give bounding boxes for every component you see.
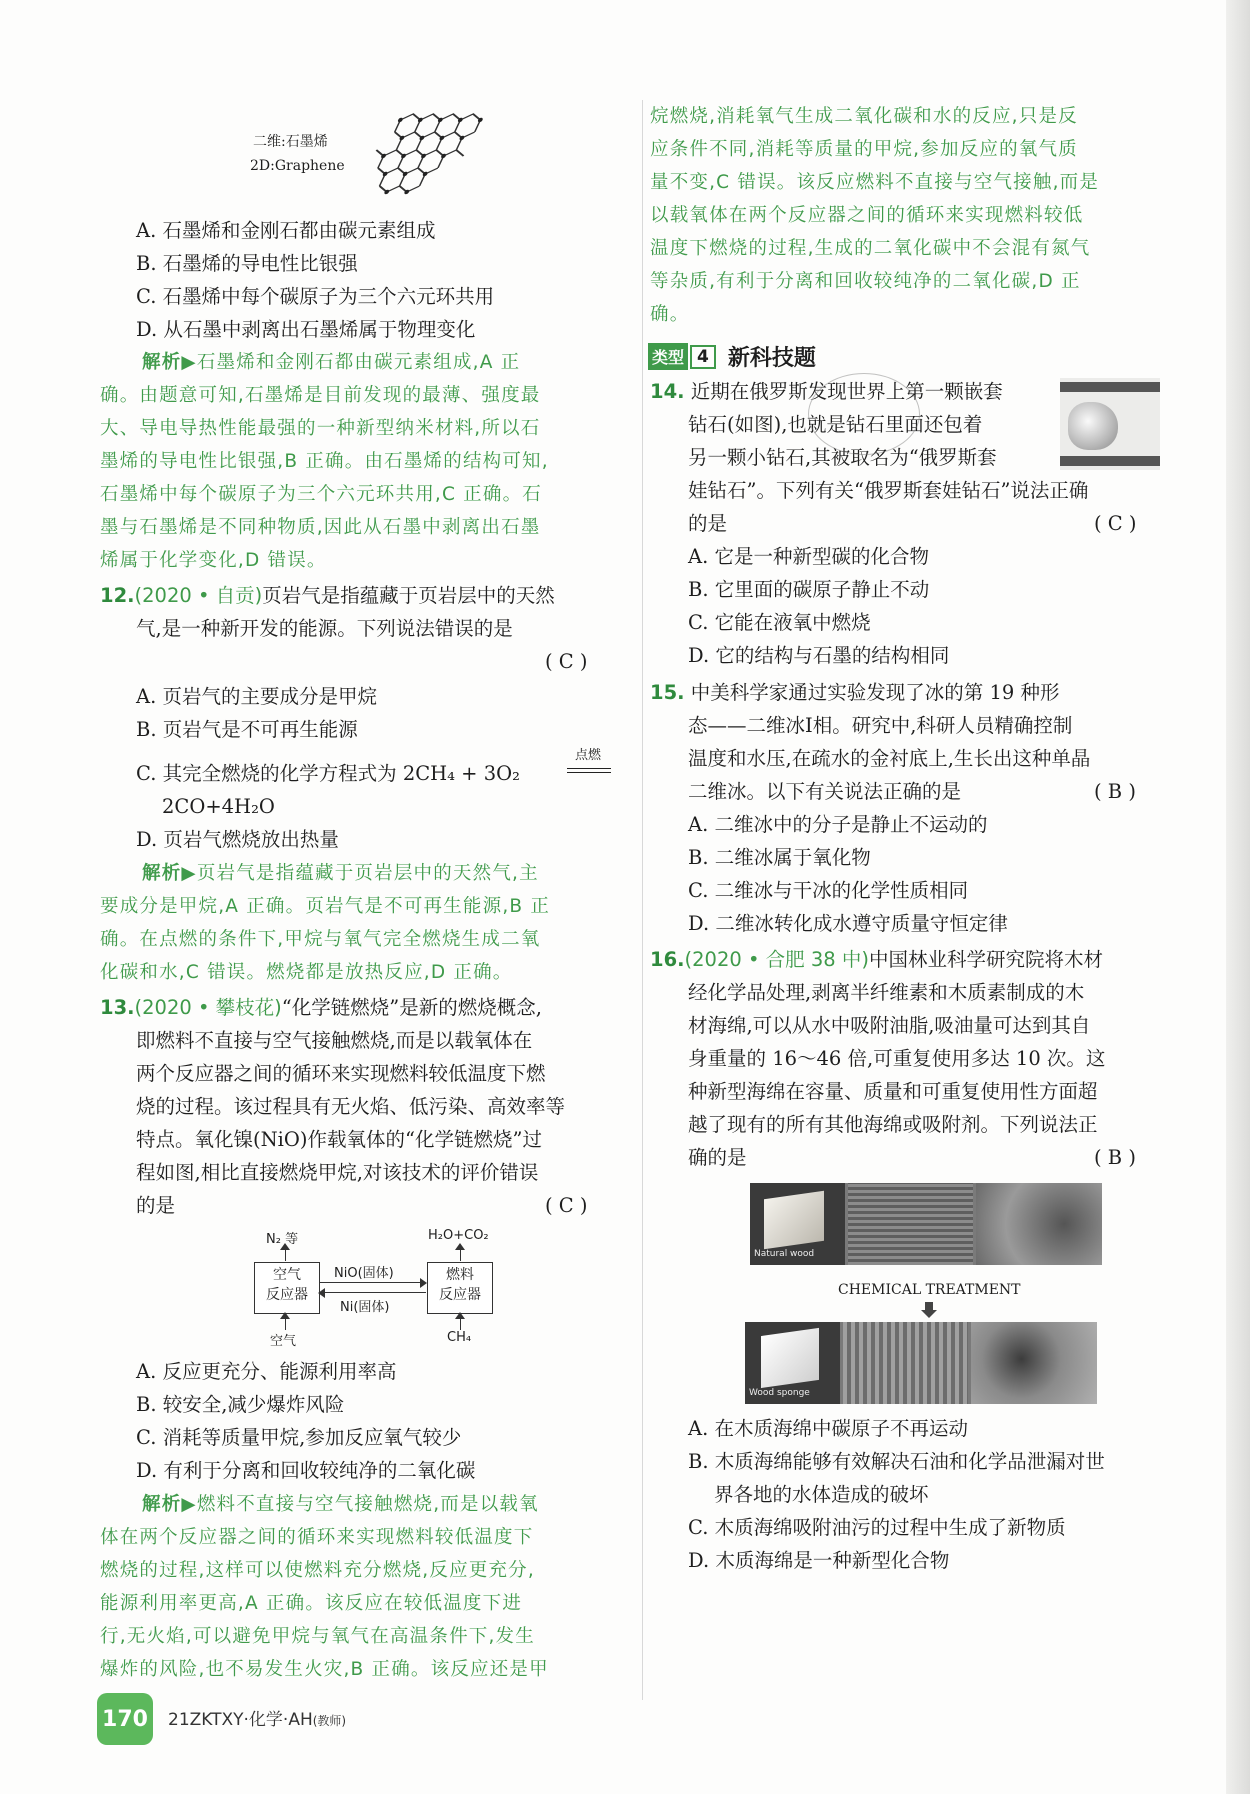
- library-stamp: [808, 373, 920, 455]
- q14-stem-line-3: 另一颗小钻石,其被取名为“俄罗斯套: [688, 446, 997, 469]
- q11-explain-label: 解析▶: [142, 352, 197, 373]
- air-reactor-box: [254, 1262, 320, 1314]
- natural-wood-micrograph-1: [848, 1183, 973, 1265]
- wood-sponge-label: Wood sponge: [749, 1388, 810, 1398]
- diagram-top-right: H₂O+CO₂: [428, 1228, 489, 1243]
- diagram-top-left: N₂ 等: [266, 1232, 299, 1247]
- arrowhead-up-right: [455, 1243, 465, 1250]
- q11-explain-line-3: 大、导电导热性能最强的一种新型纳米材料,所以石: [100, 418, 541, 439]
- q15-stem-line-3: 温度和水压,在疏水的金衬底上,生长出这种单晶: [688, 747, 1091, 770]
- treatment-arrowhead: [921, 1310, 937, 1318]
- q13-stem-line-3: 两个反应器之间的循环来实现燃料较低温度下燃: [136, 1062, 546, 1085]
- chemical-treatment-caption: CHEMICAL TREATMENT: [838, 1282, 1021, 1298]
- q16-option-b-cont: 界各地的水体造成的破坏: [714, 1483, 929, 1506]
- q12-explain-label: 解析▶: [142, 863, 197, 884]
- q16-option-d: D. 木质海绵是一种新型化合物: [688, 1549, 950, 1572]
- wood-sponge-block-bg: [745, 1322, 840, 1404]
- q12-option-a: A. 页岩气的主要成分是甲烷: [136, 685, 377, 708]
- diagram-bottom-left: 空气: [270, 1334, 297, 1349]
- q12-option-c-products: 2CO+4H₂O: [162, 795, 275, 818]
- q14-stem-line-4: 娃钻石”。下列有关“俄罗斯套娃钻石”说法正确: [688, 479, 1089, 502]
- graphene-label-cn: 二维:石墨烯: [253, 134, 328, 150]
- q16-stem-line-6: 越了现有的所有其他海绵或吸附剂。下列说法正: [688, 1113, 1098, 1136]
- q13-explain-line-2: 体在两个反应器之间的循环来实现燃料较低温度下: [100, 1527, 534, 1548]
- q15-stem-line-2: 态——二维冰Ⅰ相。研究中,科研人员精确控制: [688, 714, 1073, 737]
- q16-option-c: C. 木质海绵吸附油污的过程中生成了新物质: [688, 1516, 1066, 1539]
- arrowhead-in-right: [455, 1312, 465, 1319]
- q15-stem-line-1: 15. 中美科学家通过实验发现了冰的第 19 种形: [650, 681, 1060, 704]
- q13-option-a: A. 反应更充分、能源利用率高: [136, 1360, 397, 1383]
- section-type-tag: 类型: [648, 343, 688, 370]
- q12-explain-line-2: 要成分是甲烷,A 正确。页岩气是不可再生能源,B 正: [100, 896, 551, 917]
- q16-source: (2020 • 合肥 38 中): [684, 948, 869, 971]
- q14-option-d: D. 它的结构与石墨的结构相同: [688, 644, 950, 667]
- natural-wood-block-bg: [750, 1183, 845, 1265]
- q14-option-c: C. 它能在液氧中燃烧: [688, 611, 871, 634]
- wood-sponge-micrograph-2: [971, 1322, 1097, 1404]
- q13-explain-cont-line-5: 温度下燃烧的过程,生成的二氧化碳中不会混有氮气: [650, 238, 1091, 259]
- q15-option-b: B. 二维冰属于氧化物: [688, 846, 871, 869]
- q13-stem-line-2: 即燃料不直接与空气接触燃烧,而是以载氧体在: [136, 1029, 533, 1052]
- q12-explain-line-1: 解析▶页岩气是指蕴藏于页岩层中的天然气,主: [142, 863, 539, 884]
- page-number: 170: [97, 1693, 153, 1745]
- q13-answer: ( C ): [545, 1194, 588, 1217]
- q13-explain-cont-line-3: 量不变,C 错误。该反应燃料不直接与空气接触,而是: [650, 172, 1100, 193]
- q14-stem-line-1: 14. 近期在俄罗斯发现世界上第一颗嵌套: [650, 380, 1003, 403]
- q16-number: 16.: [650, 948, 685, 971]
- q16-stem-line-1: 16.(2020 • 合肥 38 中)中国林业科学研究院将木材: [650, 948, 1104, 971]
- arrowhead-up-left: [280, 1243, 290, 1250]
- q15-option-d: D. 二维冰转化成水遵守质量守恒定律: [688, 912, 1008, 935]
- q11-option-a: A. 石墨烯和金刚石都由碳元素组成: [136, 219, 436, 242]
- arrowhead-left: [318, 1288, 325, 1298]
- q13-explain-cont-line-1: 烷燃烧,消耗氧气生成二氧化碳和水的反应,只是反: [650, 106, 1078, 127]
- tweezer-top: [1060, 382, 1160, 392]
- section-number: 4: [690, 345, 716, 369]
- q14-option-b: B. 它里面的碳原子静止不动: [688, 578, 930, 601]
- graphene-lattice-figure: [355, 110, 495, 202]
- q12-stem-line-1: 12.(2020 • 自贡)页岩气是指蕴藏于页岩层中的天然: [100, 584, 555, 607]
- wood-sponge-block: [761, 1328, 819, 1388]
- q13-stem-line-7: 的是: [136, 1194, 176, 1217]
- q11-explain-line-4: 墨烯的导电性比银强,B 正确。由石墨烯的结构可知,: [100, 451, 549, 472]
- fuel-reactor-label-2: 反应器: [439, 1287, 481, 1303]
- q11-option-c: C. 石墨烯中每个碳原子为三个六元环共用: [136, 285, 495, 308]
- q13-explain-line-3: 燃烧的过程,这样可以使燃料充分燃烧,反应更充分,: [100, 1560, 535, 1581]
- arrowhead-in-left: [280, 1312, 290, 1319]
- q16-option-b: B. 木质海绵能够有效解决石油和化学品泄漏对世: [688, 1450, 1105, 1473]
- footer-code: [168, 1705, 346, 1730]
- air-reactor-label-1: 空气: [273, 1267, 301, 1283]
- page-edge: [1226, 0, 1250, 1794]
- q13-stem-line-1: 13.(2020 • 攀枝花)“化学链燃烧”是新的燃烧概念,: [100, 996, 542, 1019]
- arrow-right: [320, 1282, 424, 1283]
- q12-option-d: D. 页岩气燃烧放出热量: [136, 828, 339, 851]
- q16-stem-line-2: 经化学品处理,剥离半纤维素和木质素制成的木: [688, 981, 1085, 1004]
- wood-sponge-photo-strip: [745, 1322, 1097, 1404]
- q14-number: 14.: [650, 380, 685, 403]
- q12-number: 12.: [100, 584, 135, 607]
- natural-wood-label: Natural wood: [754, 1249, 815, 1259]
- fuel-reactor-label-1: 燃料: [446, 1267, 474, 1283]
- q12-source: (2020 • 自贡): [134, 584, 263, 607]
- q13-option-c: C. 消耗等质量甲烷,参加反应氧气较少: [136, 1426, 462, 1449]
- section-title: 新科技题: [727, 346, 816, 371]
- graphene-label-en: 2D:Graphene: [250, 158, 345, 174]
- q13-explain-line-4: 能源利用率更高,A 正确。该反应在较低温度下进: [100, 1593, 523, 1614]
- q14-option-a: A. 它是一种新型碳的化合物: [688, 545, 929, 568]
- q13-explain-cont-line-7: 确。: [650, 304, 690, 325]
- diagram-arrow-bottom-label: Ni(固体): [340, 1300, 390, 1315]
- q12-condition: 点燃: [575, 748, 602, 763]
- q13-explain-cont-line-6: 等杂质,有利于分离和回收较纯净的二氧化碳,D 正: [650, 271, 1081, 292]
- q13-explain-cont-line-2: 应条件不同,消耗等质量的甲烷,参加反应的氧气质: [650, 139, 1078, 160]
- natural-wood-photo-strip: [750, 1183, 1102, 1265]
- arrowhead-right: [420, 1278, 427, 1288]
- q15-answer: ( B ): [1094, 780, 1136, 803]
- diagram-bottom-right: CH₄: [447, 1330, 472, 1345]
- q16-stem-line-4: 身重量的 16～46 倍,可重复使用多达 10 次。这: [688, 1047, 1106, 1070]
- diagram-arrow-top-label: NiO(固体): [334, 1266, 394, 1281]
- q13-option-d: D. 有利于分离和回收较纯净的二氧化碳: [136, 1459, 476, 1482]
- q11-explain-line-6: 墨与石墨烯是不同种物质,因此从石墨中剥离出石墨: [100, 517, 541, 538]
- q12-equation-bar-1: [567, 768, 611, 769]
- q12-option-b: B. 页岩气是不可再生能源: [136, 718, 358, 741]
- q13-source: (2020 • 攀枝花): [134, 996, 282, 1019]
- q13-explain-line-5: 行,无火焰,可以避免甲烷与氧气在高温条件下,发生: [100, 1626, 535, 1647]
- natural-wood-block: [764, 1191, 824, 1249]
- q13-stem-line-6: 程如图,相比直接燃烧甲烷,对该技术的评价错误: [136, 1161, 539, 1184]
- q13-explain-line-1: 解析▶燃料不直接与空气接触燃烧,而是以载氧: [142, 1494, 539, 1515]
- q11-explain-line-7: 烯属于化学变化,D 错误。: [100, 550, 327, 571]
- q11-explain-line-1: 解析▶石墨烯和金刚石都由碳元素组成,A 正: [142, 352, 521, 373]
- q12-explain-line-4: 化碳和水,C 错误。燃烧都是放热反应,D 正确。: [100, 962, 513, 983]
- q11-option-d: D. 从石墨中剥离出石墨烯属于物理变化: [136, 318, 476, 341]
- q16-stem-line-5: 种新型海绵在容量、质量和可重复使用性方面超: [688, 1080, 1098, 1103]
- q13-explain-line-6: 爆炸的风险,也不易发生火灾,B 正确。该反应还是甲: [100, 1659, 549, 1680]
- q16-stem-line-3: 材海绵,可以从水中吸附油脂,吸油量可达到其自: [688, 1014, 1091, 1037]
- q16-answer: ( B ): [1094, 1146, 1136, 1169]
- q11-option-b: B. 石墨烯的导电性比银强: [136, 252, 358, 275]
- tweezer-bottom: [1060, 456, 1160, 466]
- q13-stem-line-5: 特点。氧化镍(NiO)作载氧体的“化学链燃烧”过: [136, 1128, 542, 1151]
- q11-explain-line-5: 石墨烯中每个碳原子为三个六元环共用,C 正确。石: [100, 484, 542, 505]
- q13-stem-line-4: 烧的过程。该过程具有无火焰、低污染、高效率等: [136, 1095, 566, 1118]
- natural-wood-micrograph-2: [976, 1183, 1102, 1265]
- arrow-left: [322, 1292, 426, 1293]
- q16-stem-line-7: 确的是: [688, 1146, 747, 1169]
- q15-option-a: A. 二维冰中的分子是静止不运动的: [688, 813, 988, 836]
- q12-option-c: C. 其完全燃烧的化学方程式为 2CH₄ + 3O₂: [136, 762, 520, 785]
- column-divider: [642, 100, 643, 1700]
- q12-stem-line-2: 气,是一种新开发的能源。下列说法错误的是: [136, 617, 513, 640]
- section-heading: [648, 341, 816, 372]
- q15-option-c: C. 二维冰与干冰的化学性质相同: [688, 879, 969, 902]
- q13-option-b: B. 较安全,减少爆炸风险: [136, 1393, 345, 1416]
- q11-explain-line-2: 确。由题意可知,石墨烯是目前发现的最薄、强度最: [100, 385, 541, 406]
- q16-option-a: A. 在木质海绵中碳原子不再运动: [688, 1417, 968, 1440]
- nested-diamond-photo: [1060, 378, 1160, 470]
- q14-answer: ( C ): [1094, 512, 1137, 535]
- wood-sponge-micrograph-1: [843, 1322, 968, 1404]
- q12-equation-bar-2: [567, 772, 611, 773]
- air-reactor-label-2: 反应器: [266, 1287, 308, 1303]
- q14-stem-line-5: 的是: [688, 512, 728, 535]
- q13-explain-label: 解析▶: [142, 1494, 197, 1515]
- q12-explain-line-3: 确。在点燃的条件下,甲烷与氧气完全燃烧生成二氧: [100, 929, 541, 950]
- footer-code-text: 21ZKTXY·化学·AH: [168, 1710, 313, 1730]
- q13-explain-cont-line-4: 以载氧体在两个反应器之间的循环来实现燃料较低: [650, 205, 1084, 226]
- q15-stem-line-4: 二维冰。以下有关说法正确的是: [688, 780, 962, 803]
- q13-number: 13.: [100, 996, 135, 1019]
- q14-stem-line-2: 钻石(如图),也就是钻石里面还包着: [688, 413, 983, 436]
- q12-answer: ( C ): [545, 650, 588, 673]
- fuel-reactor-box: [427, 1262, 493, 1314]
- q15-number: 15.: [650, 681, 685, 704]
- footer-edition: (教师): [312, 1714, 347, 1728]
- diamond-shape: [1068, 402, 1118, 450]
